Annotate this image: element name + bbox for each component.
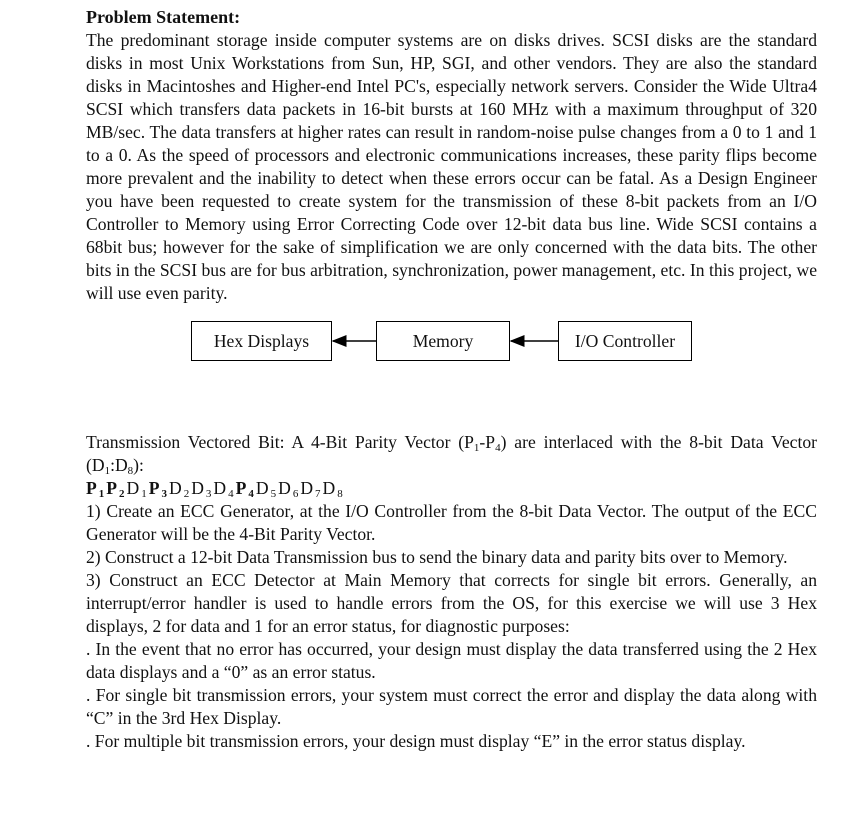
vector-bit: P $_2$ bbox=[106, 478, 125, 500]
vector-bit: D $_7$ bbox=[300, 478, 321, 500]
bit-vector bbox=[86, 477, 817, 500]
vector-bit: D $_8$ bbox=[322, 478, 343, 500]
vector-bit: D $_5$ bbox=[255, 478, 277, 500]
hex-displays-box: Hex Displays bbox=[191, 321, 332, 361]
requirement-item: . In the event that no error has occurred, your design must display the data transferred using the 2 Hex data displays and a “0” as an error status. bbox=[86, 639, 817, 682]
requirement-item: 1) Create an ECC Generator, at the I/O Controller from the 8-bit Data Vector. The output of the ECC Generator will be the 4-Bit Parity Vector. bbox=[86, 501, 817, 544]
requirement-item: . For multiple bit transmission errors, your design must display “E” in the error status display. bbox=[86, 731, 746, 751]
vector-bit: D $_2$ bbox=[168, 478, 190, 500]
vector-bit: D $_1$ bbox=[126, 478, 147, 500]
io-controller-box: I/O Controller bbox=[558, 321, 692, 361]
vector-bit: P $_4$ bbox=[235, 478, 254, 500]
memory-box: Memory bbox=[376, 321, 510, 361]
vector-bit: P $_3$ bbox=[148, 478, 167, 500]
transmission-description: Transmission Vectored Bit: A 4-Bit Parity Vector $(P_1-P_4)$ are interlaced with the 8-bit Data Vector $(D_1:D_8)$: bbox=[86, 432, 818, 477]
vector-bit: D $_4$ bbox=[213, 478, 234, 500]
problem-heading: Problem Statement: bbox=[86, 7, 241, 27]
vector-bit: D $_3$ bbox=[191, 478, 212, 500]
block-diagram bbox=[86, 315, 817, 387]
requirements-list bbox=[86, 500, 817, 753]
vector-bit: D $_6$ bbox=[278, 478, 299, 500]
requirement-item: 2) Construct a 12-bit Data Transmission bus to send the binary data and parity bits over to Memory. bbox=[86, 547, 788, 567]
requirement-item: . For single bit transmission errors, your system must correct the error and display the data along with “C” in the 3rd Hex Display. bbox=[86, 685, 817, 728]
vector-bit: P $_1$ bbox=[86, 478, 105, 500]
requirement-item: 3) Construct an ECC Detector at Main Memory that corrects for single bit errors. Generally, an interrupt/error handler is used to handle errors from the OS, for this exercise we will use 3 Hex displays, 2 for data and 1 for an error status, for diagnostic purposes: bbox=[86, 570, 817, 636]
intro-paragraph: The predominant storage inside computer systems are on disks drives. SCSI disks are the standard disks in most Unix Workstations from Sun, HP, SGI, and other vendors. They are also the standard disks in Macintoshes and Higher-end Intel PC's, especially network servers. Consider the Wide Ultra4 SCSI which transfers data packets in 16-bit bursts at 160 MHz with a maximum throughput of 320 MB/sec. The data transfers at higher rates can result in random-noise pulse changes from a 0 to 1 and 1 to a 0. As the speed of processors and electronic communications increases, these parity flips become more prevalent and the inability to detect when these errors occur can be fatal. As a Design Engineer you have been requested to create system for the transmission of these 8-bit packets from an I/O Controller to Memory using Error Correcting Code over 12-bit data bus line. Wide SCSI contains a 68bit bus; however for the sake of simplification we are only concerned with the data bits. The other bits in the SCSI bus are for bus arbitration, synchronization, power management, etc. In this project, we will use even parity. bbox=[86, 30, 817, 303]
document-page bbox=[86, 6, 817, 753]
